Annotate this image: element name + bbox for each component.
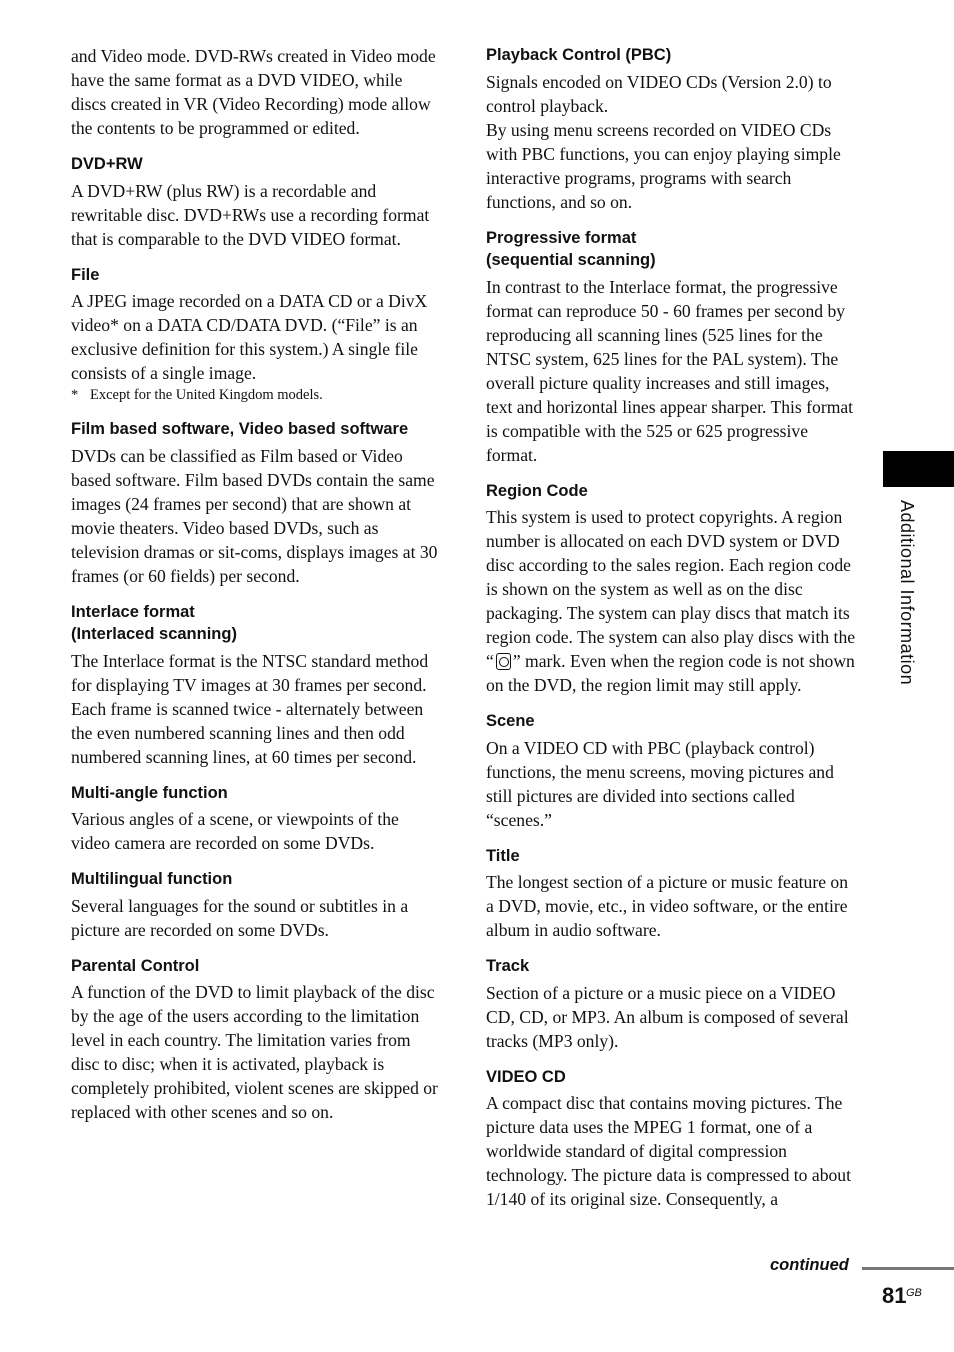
dvdrw-heading: DVD+RW [71, 155, 143, 173]
interlace-heading [71, 601, 441, 646]
footnote-text: Except for the United Kingdom models. [90, 387, 323, 403]
pbc-text-2: By using menu screens recorded on VIDEO CDs with PBC functions, you can enjoy playing simple interactive programs, programs with search functions, and so on. [486, 119, 841, 212]
pbc-heading: Playback Control (PBC) [486, 46, 672, 64]
film-text: DVDs can be classified as Film based or Video based software. Film based DVDs contain the same images (24 frames per second) that are shown at movie theaters. Video based DVDs, such as television dramas or sit-coms, displays images at 30 frames (or 60 fields) per second. [71, 445, 438, 586]
multilingual-heading: Multilingual function [71, 870, 233, 888]
footnote-mark: * [71, 387, 79, 403]
multilingual-text: Several languages for the sound or subtitles in a picture are recorded on some DVDs. [71, 895, 409, 940]
title-text: The longest section of a picture or music feature on a DVD, movie, etc., in video software, or the entire album in audio software. [486, 872, 849, 940]
progressive-heading [486, 227, 856, 272]
dvdrw-text: A DVD+RW (plus RW) is a recordable and rewritable disc. DVD+RWs use a recording format that is comparable to the DVD VIDEO format. [71, 180, 430, 249]
left-column [71, 44, 441, 1124]
pbc-text-1: Signals encoded on VIDEO CDs (Version 2.0) to control playback. [486, 71, 832, 116]
scene-text: On a VIDEO CD with PBC (playback control) functions, the menu screens, moving pictures and still pictures are divided into sections called “scenes.” [486, 737, 834, 830]
interlace-heading-line1: Interlace format [71, 602, 195, 621]
parental-text: A function of the DVD to limit playback of the disc by the age of the users according to the limitation level in each country. The limitation varies from disc to disc; when it is activated, playback is completely prohibited, violent scenes are skipped or replaced with other scenes and so on. [71, 982, 438, 1122]
multiangle-heading: Multi-angle function [71, 783, 228, 802]
videocd-text: A compact disc that contains moving pictures. The picture data uses the MPEG 1 format, one of a worldwide standard of digital compression technology. The picture data is compressed to about 1/140 of its original size. Consequently, a [486, 1093, 851, 1209]
page-suffix: GB [906, 1287, 922, 1299]
film-heading: Film based software, Video based software [71, 420, 409, 438]
region-text-after: ” mark. Even when the region code is not shown on the DVD, the region limit may still apply. [486, 651, 855, 695]
progressive-heading-line1: Progressive format [486, 228, 637, 247]
track-heading: Track [486, 957, 530, 975]
track-text: Section of a picture or a music piece on a VIDEO CD, CD, or MP3. An album is composed of several tracks (MP3 only). [486, 982, 849, 1051]
region-text-before: This system is used to protect copyrights. A region number is allocated on each DVD system or DVD disc according to the sales region. Each region code is shown on the system as well as on the disc packaging. The system can play discs that match its region code. The system can also play discs with the “ [486, 507, 856, 671]
intro-paragraph: and Video mode. DVD-RWs created in Video mode have the same format as a DVD VIDEO, while discs created in VR (Video Recording) mode allow the contents to be programmed or edited. [71, 46, 436, 138]
file-footnote [71, 385, 441, 405]
file-text: A JPEG image recorded on a DATA CD or a DivX video* on a DATA CD/DATA DVD. (“File” is an exclusive definition for this system.) A single file consists of a single image. [71, 291, 428, 383]
progressive-text: In contrast to the Interlace format, the progressive format can reproduce 50 - 60 frames per second by reproducing all scanning lines (525 lines for the NTSC system, 625 lines for the PAL system). The overall picture quality increases and still images, text and horizontal lines appear sharper. This format is compatible with the 525 or 625 progressive format. [486, 276, 854, 465]
region-text [486, 505, 856, 697]
scene-heading: Scene [486, 712, 535, 730]
multiangle-text: Various angles of a scene, or viewpoints of the video camera are recorded on some DVDs. [71, 809, 399, 853]
section-tab-marker [883, 451, 954, 487]
page-number: 81 [882, 1283, 907, 1308]
file-heading: File [71, 265, 100, 284]
right-column [486, 44, 856, 1211]
section-tab-label: Additional Information [897, 500, 917, 686]
continued-rule [862, 1267, 954, 1270]
region-all-icon [496, 653, 511, 670]
region-heading: Region Code [486, 481, 588, 500]
parental-heading: Parental Control [71, 956, 200, 975]
interlace-heading-line2: (Interlaced scanning) [71, 625, 237, 643]
continued-label: continued [770, 1256, 849, 1274]
title-heading: Title [486, 846, 520, 865]
interlace-text: The Interlace format is the NTSC standard method for displaying TV images at 30 frames per second. Each frame is scanned twice - alternately between the even numbered scanning lines and then odd numbered scanning lines, at 60 times per second. [71, 650, 429, 767]
videocd-heading: VIDEO CD [486, 1067, 566, 1086]
progressive-heading-line2: (sequential scanning) [486, 251, 656, 269]
